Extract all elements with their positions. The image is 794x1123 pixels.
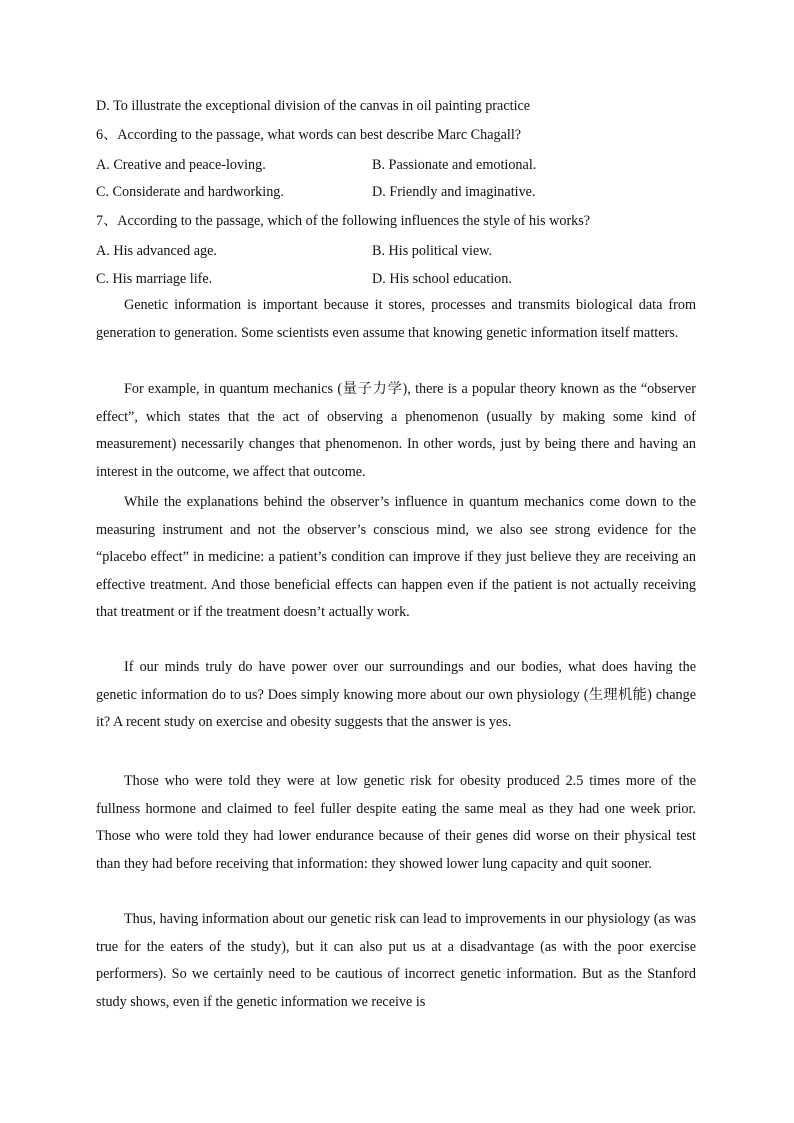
question-7-option-c: C. His marriage life.: [96, 271, 213, 287]
question-5-option-d: D. To illustrate the exceptional division of the canvas in oil painting practice: [96, 98, 531, 114]
question-6-option-a: A. Creative and peace-loving.: [96, 157, 266, 173]
passage-paragraph-1: Genetic information is important because it stores, processes and transmits biological data from generation to generation. Some scientists even assume that knowing genetic information itself matters.: [96, 297, 696, 341]
passage-paragraph-4: If our minds truly do have power over our surroundings and our bodies, what does having the genetic information do to us? Does simply knowing more about our own physiology (生理机能) change it? A recent study on exercise and obesity suggests that the answer is yes.: [96, 659, 696, 731]
question-7-option-b: B. His political view.: [372, 243, 493, 259]
passage-paragraph-6: Thus, having information about our genetic risk can lead to improvements in our physiology (as was true for the eaters of the study), but it can also put us at a disadvantage (as with the poor exercise performers). So we certainly need to be cautious of incorrect genetic information. But as the Stanford study shows, even if the genetic information we receive is: [96, 911, 696, 1010]
question-7-option-d: D. His school education.: [372, 271, 512, 287]
question-6-stem: 6、According to the passage, what words can best describe Marc Chagall?: [96, 127, 522, 143]
question-6-option-b: B. Passionate and emotional.: [372, 157, 537, 173]
passage-paragraph-5: Those who were told they were at low genetic risk for obesity produced 2.5 times more of the fullness hormone and claimed to feel fuller despite eating the same meal as they had one week prior. Those who were told they had lower endurance because of their genes did worse on their physical test than they had before receiving that information: they showed lower lung capacity and quit sooner.: [96, 773, 696, 872]
question-7-stem: 7、According to the passage, which of the following influences the style of his works?: [96, 213, 591, 229]
question-6-option-c: C. Considerate and hardworking.: [96, 184, 284, 200]
question-7-option-a: A. His advanced age.: [96, 243, 217, 259]
question-6-option-d: D. Friendly and imaginative.: [372, 184, 536, 200]
passage-paragraph-3: While the explanations behind the observer’s influence in quantum mechanics come down to the measuring instrument and not the observer’s conscious mind, we also see strong evidence for the “placebo effect” in medicine: a patient’s condition can improve if they just believe they are receiving an effective treatment. And those beneficial effects can happen even if the patient is not actually receiving that treatment or if the treatment doesn’t actually work.: [96, 494, 696, 621]
passage-paragraph-2: For example, in quantum mechanics (量子力学), there is a popular theory known as the “observer effect”, which states that the act of observing a phenomenon (usually by making some kind of measurement) necessarily changes that phenomenon. In other words, just by being there and having an interest in the outcome, we affect that outcome.: [96, 381, 696, 480]
